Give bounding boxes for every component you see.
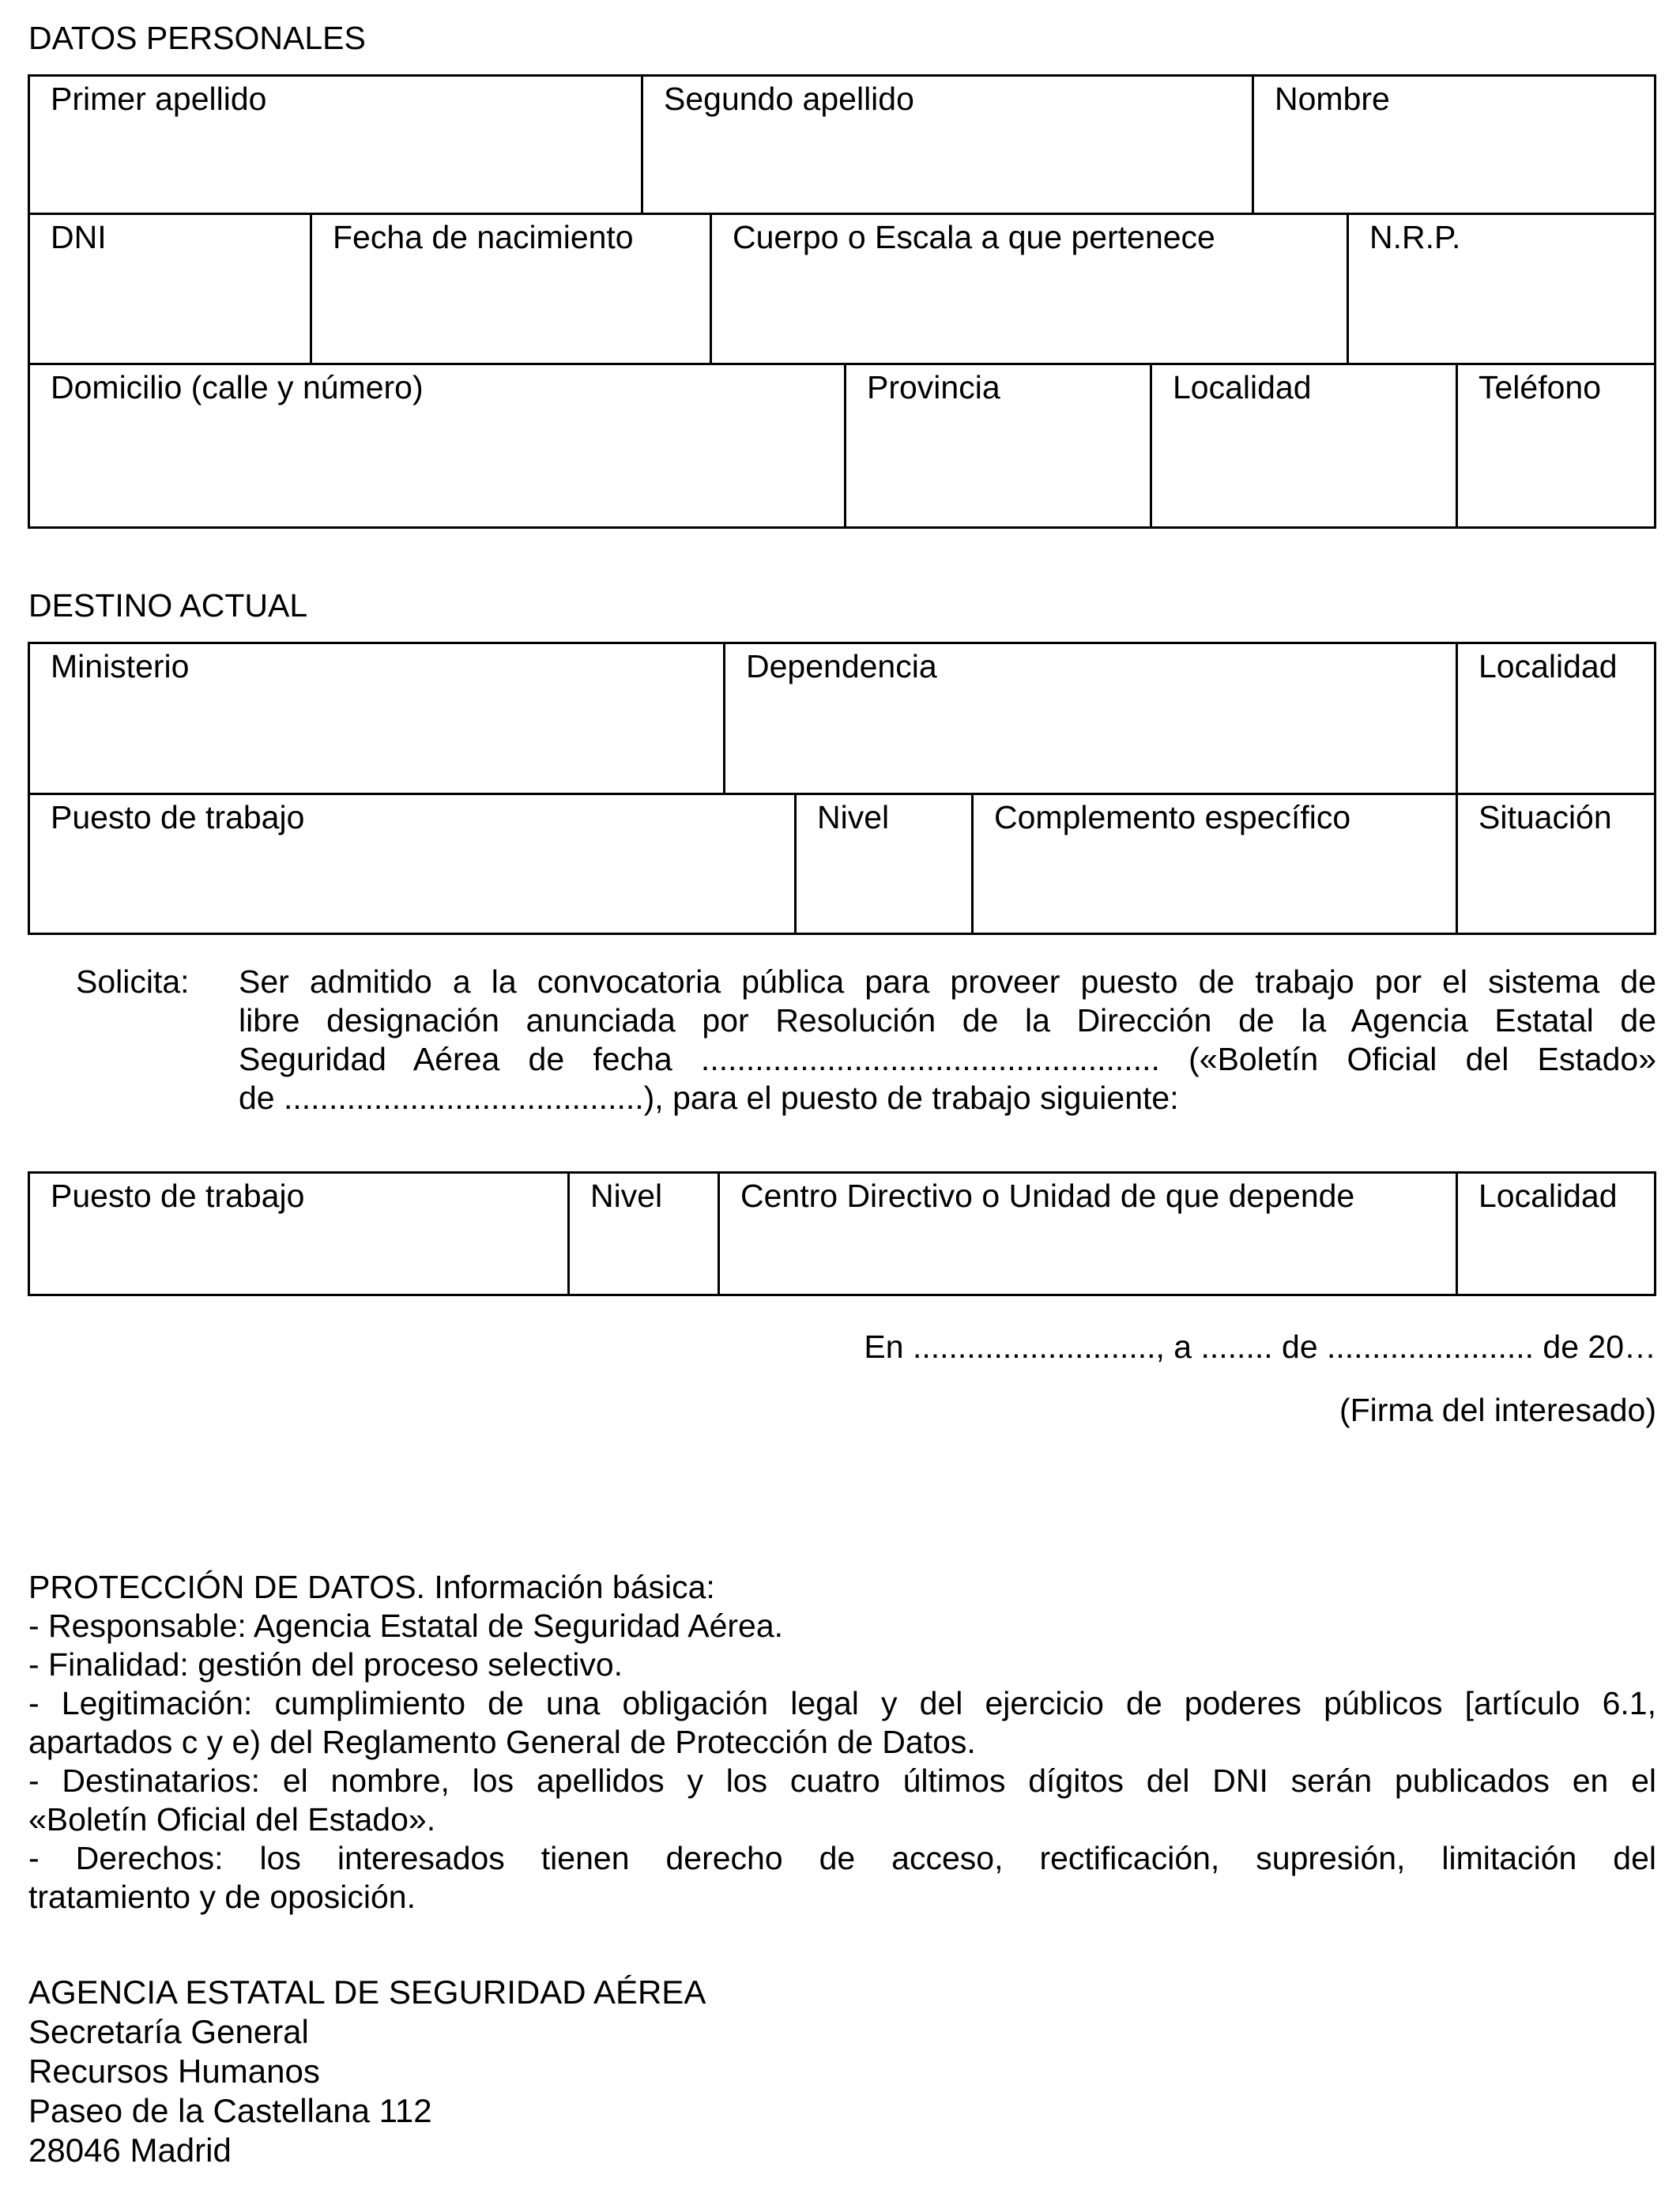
field-current-locality[interactable]: Localidad [1456,644,1654,793]
current-row-2 [30,793,1654,933]
field-specific-complement[interactable]: Complemento específico [971,795,1456,933]
field-name[interactable]: Nombre [1252,77,1654,213]
data-protection-title: PROTECCIÓN DE DATOS. Información básica: [28,1569,715,1605]
data-protection-block [28,1568,1656,1917]
request-line-1: Ser admitido a la convocatoria pública para proveer puesto de trabajo por el sistema de [239,963,1656,1000]
field-locality[interactable]: Localidad [1150,365,1456,526]
request-line-3: Seguridad Aérea de fecha ................................................... («Boletín Oficial del Estado» [239,1041,1656,1077]
personal-row-1 [30,77,1654,213]
personal-data-table [28,74,1656,529]
data-protection-rights-1: - Derechos: los interesados tienen derecho de acceso, rectificación, supresión, limitación del [28,1840,1656,1876]
current-post-table [28,642,1656,935]
field-ministry[interactable]: Ministerio [51,648,190,684]
field-nrp[interactable]: N.R.P. [1347,215,1654,363]
current-post-heading: DESTINO ACTUAL [28,587,308,624]
personal-row-3 [30,363,1654,526]
current-row-1 [30,644,1654,793]
request-line-4: de ........................................), para el puesto de trabajo siguiente: [239,1080,1179,1116]
field-corps-scale[interactable]: Cuerpo o Escala a que pertenece [710,215,1347,363]
data-protection-recipients-2: «Boletín Oficial del Estado». [28,1801,436,1838]
request-line-2: libre designación anunciada por Resolución de la Dirección de la Agencia Estatal de [239,1002,1656,1039]
field-first-surname[interactable]: Primer apellido [51,81,267,117]
field-address[interactable]: Domicilio (calle y número) [51,369,424,405]
field-province[interactable]: Provincia [844,365,1150,526]
agency-city: 28046 Madrid [28,2132,232,2169]
place-date-line: En ..........................., a ........ de ....................... de 20… [864,1329,1656,1365]
data-protection-responsible: - Responsable: Agencia Estatal de Seguridad Aérea. [28,1608,784,1644]
field-requested-level[interactable]: Nivel [567,1174,718,1294]
agency-secretariat: Secretaría General [28,2013,309,2050]
request-label: Solicita: [76,963,190,1000]
data-protection-legitimation-2: apartados c y e) del Reglamento General de Protección de Datos. [28,1724,976,1760]
field-situation[interactable]: Situación [1456,795,1654,933]
field-second-surname[interactable]: Segundo apellido [641,77,1252,213]
field-current-job[interactable]: Puesto de trabajo [51,799,305,835]
field-current-level[interactable]: Nivel [794,795,971,933]
agency-name: AGENCIA ESTATAL DE SEGURIDAD AÉREA [28,1973,706,2011]
field-directive-center[interactable]: Centro Directivo o Unidad de que depende [718,1174,1456,1294]
request-paragraph [239,963,1656,1118]
field-phone[interactable]: Teléfono [1456,365,1654,526]
agency-hr: Recursos Humanos [28,2053,320,2090]
signature-caption: (Firma del interesado) [1339,1392,1656,1428]
data-protection-rights-2: tratamiento y de oposición. [28,1879,416,1915]
data-protection-purpose: - Finalidad: gestión del proceso selectivo. [28,1646,623,1683]
requested-position-table [28,1171,1656,1296]
agency-address-block [28,1973,706,2170]
agency-street: Paseo de la Castellana 112 [28,2092,432,2129]
position-row-1 [30,1174,1654,1294]
data-protection-legitimation-1: - Legitimación: cumplimiento de una obligación legal y del ejercicio de poderes públicos [artículo 6.1, [28,1685,1656,1721]
field-dni[interactable]: DNI [51,219,107,255]
personal-data-heading: DATOS PERSONALES [28,20,366,56]
personal-row-2 [30,213,1654,363]
data-protection-recipients-1: - Destinatarios: el nombre, los apellidos y los cuatro últimos dígitos del DNI serán publicados en el [28,1762,1656,1799]
field-department[interactable]: Dependencia [723,644,1456,793]
field-requested-job[interactable]: Puesto de trabajo [51,1178,305,1214]
field-birth-date[interactable]: Fecha de nacimiento [310,215,710,363]
field-requested-locality[interactable]: Localidad [1456,1174,1654,1294]
